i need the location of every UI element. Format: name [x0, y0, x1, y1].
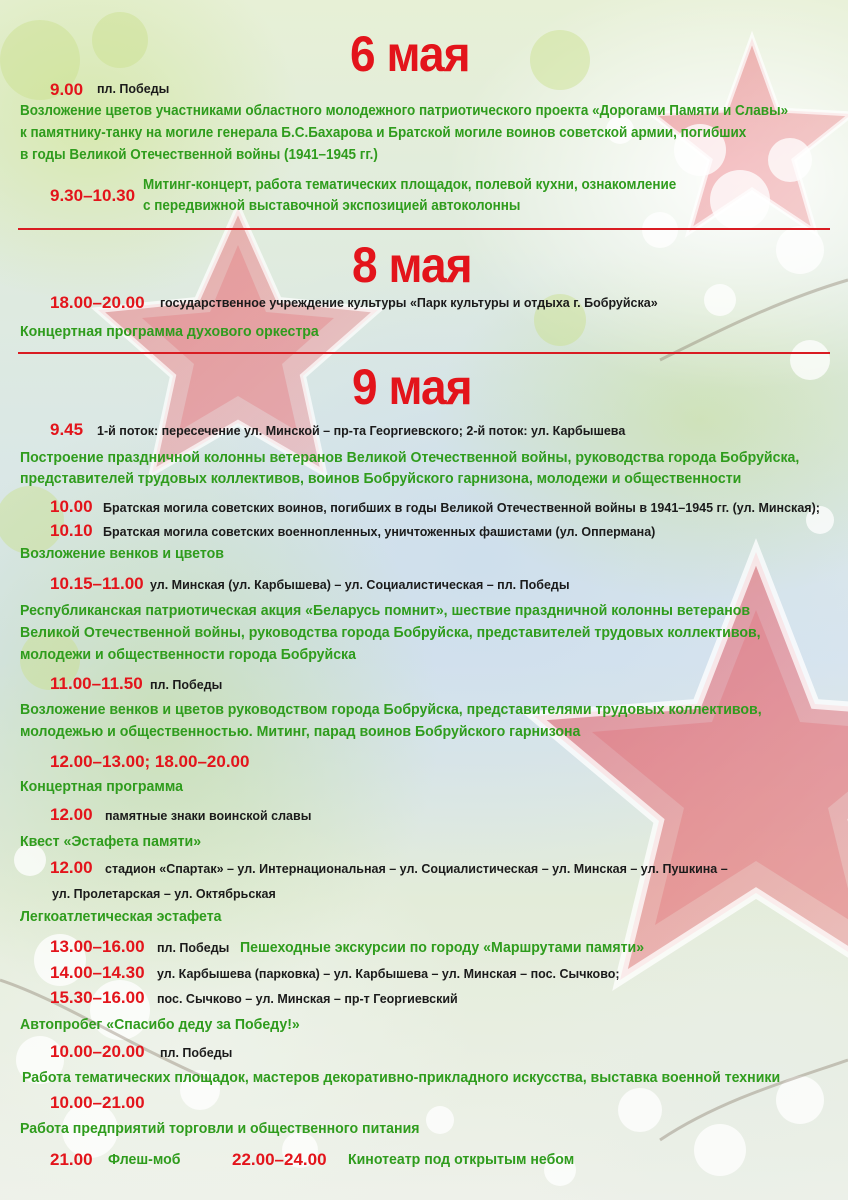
event-place: ул. Минская (ул. Карбышева) – ул. Социалистическая – пл. Победы [150, 578, 570, 592]
event-time: 18.00–20.00 [50, 293, 145, 312]
event-place: пл. Победы [150, 678, 223, 692]
event-time: 9.00 [50, 80, 84, 99]
event-description: Республиканская патриотическая акция «Беларусь помнит», шествие праздничной колонны ветеранов [20, 602, 751, 619]
event-description: Работа предприятий торговли и общественного питания [20, 1120, 420, 1137]
event-description: Легкоатлетическая эстафета [20, 908, 222, 925]
event-description: Флеш-моб [108, 1151, 181, 1168]
event-time: 9.45 [50, 420, 84, 439]
event-description: к памятнику-танку на могиле генерала Б.С.Бахарова и Братской могиле воинов советской армии, погибших [20, 125, 747, 141]
event-time: 14.00–14.30 [50, 963, 145, 982]
event-description: молодежью и общественностью. Митинг, парад воинов Бобруйского гарнизона [20, 723, 581, 740]
event-time: 13.00–16.00 [50, 937, 145, 956]
event-place: ул. Пролетарская – ул. Октябрьская [52, 887, 276, 901]
event-description: молодежи и общественности города Бобруйска [20, 646, 356, 663]
event-time: 10.00–20.00 [50, 1042, 145, 1061]
section-divider [18, 228, 830, 230]
day-title-may-8: 8 мая [352, 237, 472, 293]
event-description: Великой Отечественной войны, руководства города Бобруйска, представителей трудовых коллективов, [20, 624, 761, 641]
event-description: с передвижной выставочной экспозицией автоколонны [143, 198, 521, 214]
event-time: 22.00–24.00 [232, 1150, 327, 1169]
event-place: пл. Победы [97, 82, 170, 96]
event-description: Возложение венков и цветов руководством города Бобруйска, представителями трудовых коллективов, [20, 701, 762, 718]
event-time: 12.00 [50, 805, 93, 824]
event-time: 10.10 [50, 521, 93, 540]
day-title-may-6: 6 мая [350, 26, 470, 82]
event-time: 15.30–16.00 [50, 988, 145, 1007]
event-place: ул. Карбышева (парковка) – ул. Карбышева – ул. Минская – пос. Сычково; [157, 967, 620, 981]
event-place: пос. Сычково – ул. Минская – пр-т Георгиевский [157, 992, 458, 1006]
event-place: пл. Победы [160, 1046, 233, 1060]
event-description: Построение праздничной колонны ветеранов Великой Отечественной войны, руководства города Бобруйска, [20, 449, 800, 466]
event-time: 10.00 [50, 497, 93, 516]
event-description: Возложение венков и цветов [20, 545, 224, 562]
event-time: 10.15–11.00 [50, 574, 144, 593]
event-time: 10.00–21.00 [50, 1093, 145, 1112]
event-description: Пешеходные экскурсии по городу «Маршрутами памяти» [240, 939, 645, 956]
event-description: Концертная программа духового оркестра [20, 323, 319, 340]
event-time: 12.00–13.00; 18.00–20.00 [50, 752, 250, 771]
event-description: Митинг-концерт, работа тематических площадок, полевой кухни, ознакомление [143, 177, 677, 193]
event-time: 12.00 [50, 858, 93, 877]
event-place: Братская могила советских воинов, погибших в годы Великой Отечественной войны в 1941–1945 гг. (ул. Минская); [103, 501, 820, 515]
section-divider [18, 352, 830, 354]
event-description: Квест «Эстафета памяти» [20, 833, 202, 850]
event-description: представителей трудовых коллективов, воинов Бобруйского гарнизона, молодежи и общественности [20, 470, 742, 487]
event-time: 11.00–11.50 [50, 674, 143, 693]
event-time: 21.00 [50, 1150, 93, 1169]
day-title-may-9: 9 мая [352, 359, 472, 415]
event-description: Автопробег «Спасибо деду за Победу!» [20, 1016, 300, 1033]
event-description: Возложение цветов участниками областного молодежного патриотического проекта «Дорогами Памяти и Славы» [20, 103, 789, 119]
event-place: памятные знаки воинской славы [105, 809, 312, 823]
event-place: стадион «Спартак» – ул. Интернациональная – ул. Социалистическая – ул. Минская – ул. Пушкина – [105, 862, 728, 876]
event-place: 1-й поток: пересечение ул. Минской – пр-та Георгиевского; 2-й поток: ул. Карбышева [97, 424, 626, 438]
event-description: Работа тематических площадок, мастеров декоративно-прикладного искусства, выставка военной техники [22, 1069, 781, 1086]
event-description: Концертная программа [20, 778, 183, 795]
event-description: Кинотеатр под открытым небом [348, 1151, 575, 1168]
event-place: пл. Победы [157, 941, 230, 955]
event-place: Братская могила советских военнопленных, уничтоженных фашистами (ул. Оппермана) [103, 525, 656, 539]
event-description: в годы Великой Отечественной войны (1941–1945 гг.) [20, 147, 378, 163]
event-place: государственное учреждение культуры «Парк культуры и отдыха г. Бобруйска» [160, 296, 658, 310]
event-time: 9.30–10.30 [50, 186, 136, 205]
